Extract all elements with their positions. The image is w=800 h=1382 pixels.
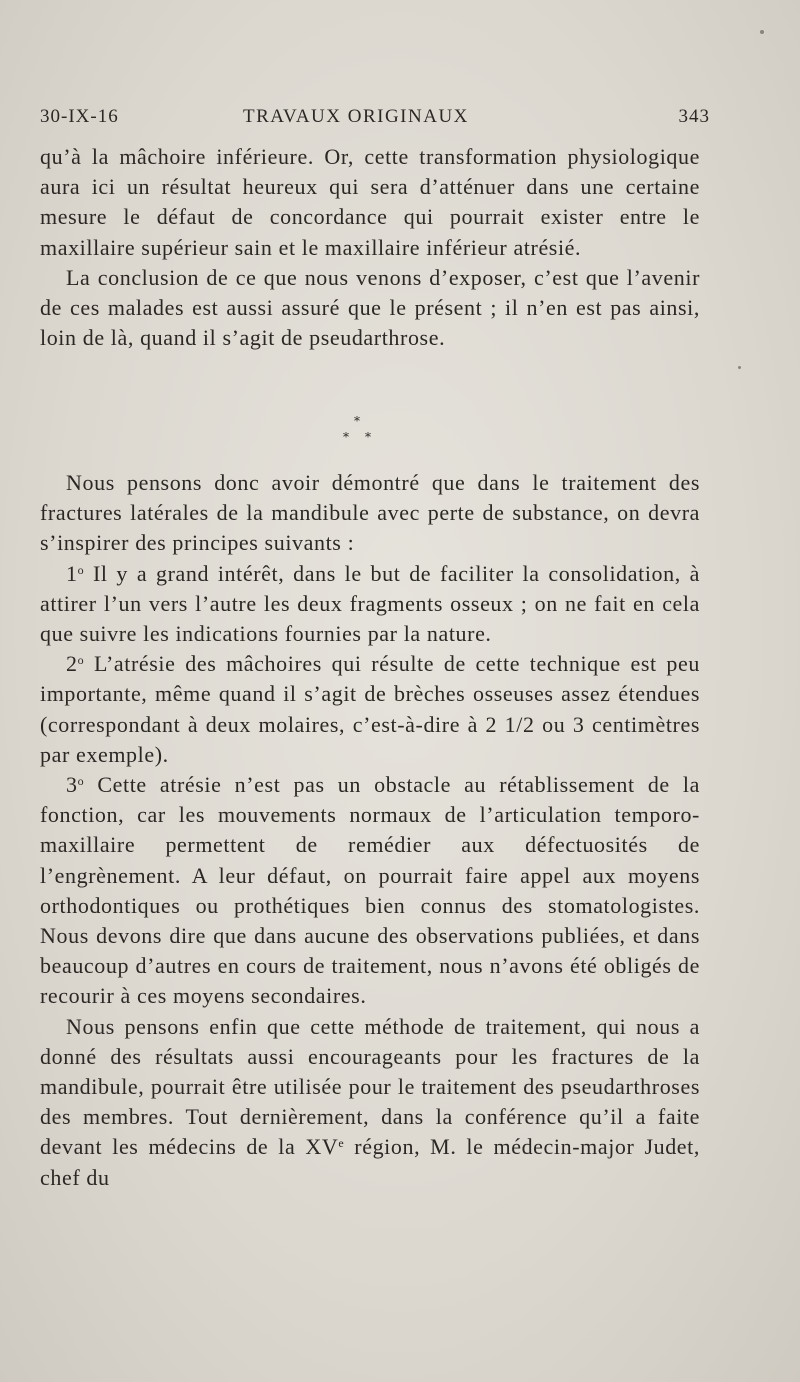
section-separator (340, 414, 380, 454)
header-title: TRAVAUX ORIGINAUX (243, 106, 469, 127)
separator-asterisk: * (343, 430, 349, 444)
list-item (40, 559, 700, 650)
item-number: 3 (66, 772, 78, 798)
paragraph: qu’à la mâchoire inférieure. Or, cette transformation physiologique aura ici un résultat heureux qui sera d’atténuer dans une certaine mesure le défaut de concordance qui pourrait exister entre le maxillaire supérieur sain et le maxillaire inférieur atrésié. (40, 144, 700, 260)
item-text: Il y a grand intérêt, dans le but de faciliter la consolidation, à attirer l’un vers l’autre les deux fragments osseux ; on ne fait en cela que suivre les indications fournies par la nature. (40, 560, 700, 647)
paper-speck (738, 366, 741, 369)
separator-asterisk: * (354, 414, 360, 428)
text-block-top (40, 142, 700, 353)
page-number: 343 (678, 106, 710, 127)
paragraph-text: région, M. le médecin-major Judet, chef du (40, 1134, 700, 1190)
running-header (40, 106, 710, 136)
header-date: 30-IX-16 (40, 106, 119, 127)
ordinal-mark: o (77, 653, 85, 668)
ordinal-mark: o (77, 562, 85, 577)
ordinal-mark: o (77, 774, 85, 789)
ordinal-mark: e (338, 1136, 345, 1151)
paragraph: La conclusion de ce que nous venons d’exposer, c’est que l’avenir de ces malades est aussi assuré que le présent ; il n’en est pas ainsi, loin de là, quand il s’agit de pseudarthrose. (40, 264, 700, 351)
item-number: 1 (66, 560, 78, 586)
list-item (40, 649, 700, 770)
list-item (40, 770, 700, 1012)
paragraph (40, 1012, 700, 1193)
paper-speck (760, 30, 764, 34)
separator-asterisk: * (365, 430, 371, 444)
paragraph-text: Nous pensons enfin que cette méthode de traitement, qui nous a donné des résultats aussi encourageants pour les fractures de la mandibule, pourrait être utilisée pour le traitement des pseudarthroses des membres. Tout dernièrement, dans la conférence qu’il a faite devant les médecins de la XV (40, 1013, 700, 1160)
text-block-bottom (40, 468, 700, 1193)
paragraph: Nous pensons donc avoir démontré que dans le traitement des fractures latérales de la mandibule avec perte de substance, on devra s’inspirer des principes suivants : (40, 470, 700, 556)
item-number: 2 (66, 651, 78, 677)
item-text: Cette atrésie n’est pas un obstacle au rétablissement de la fonction, car les mouvements normaux de l’articulation temporo-maxillaire permettent de remédier aux défectuosités de l’engrènement. A leur défaut, on pourrait faire appel aux moyens orthodontiques ou prothétiques bien connus des stomatologistes. Nous devons dire que dans aucune des observations publiées, et dans beaucoup d’autres en cours de traitement, nous n’avons été obligés de recourir à ces moyens secondaires. (40, 772, 700, 1009)
item-text: L’atrésie des mâchoires qui résulte de cette technique est peu importante, même quand il s’agit de brèches osseuses assez étendues (correspondant à deux molaires, c’est-à-dire à 2 1/2 ou 3 centimètres par exemple). (40, 651, 700, 767)
